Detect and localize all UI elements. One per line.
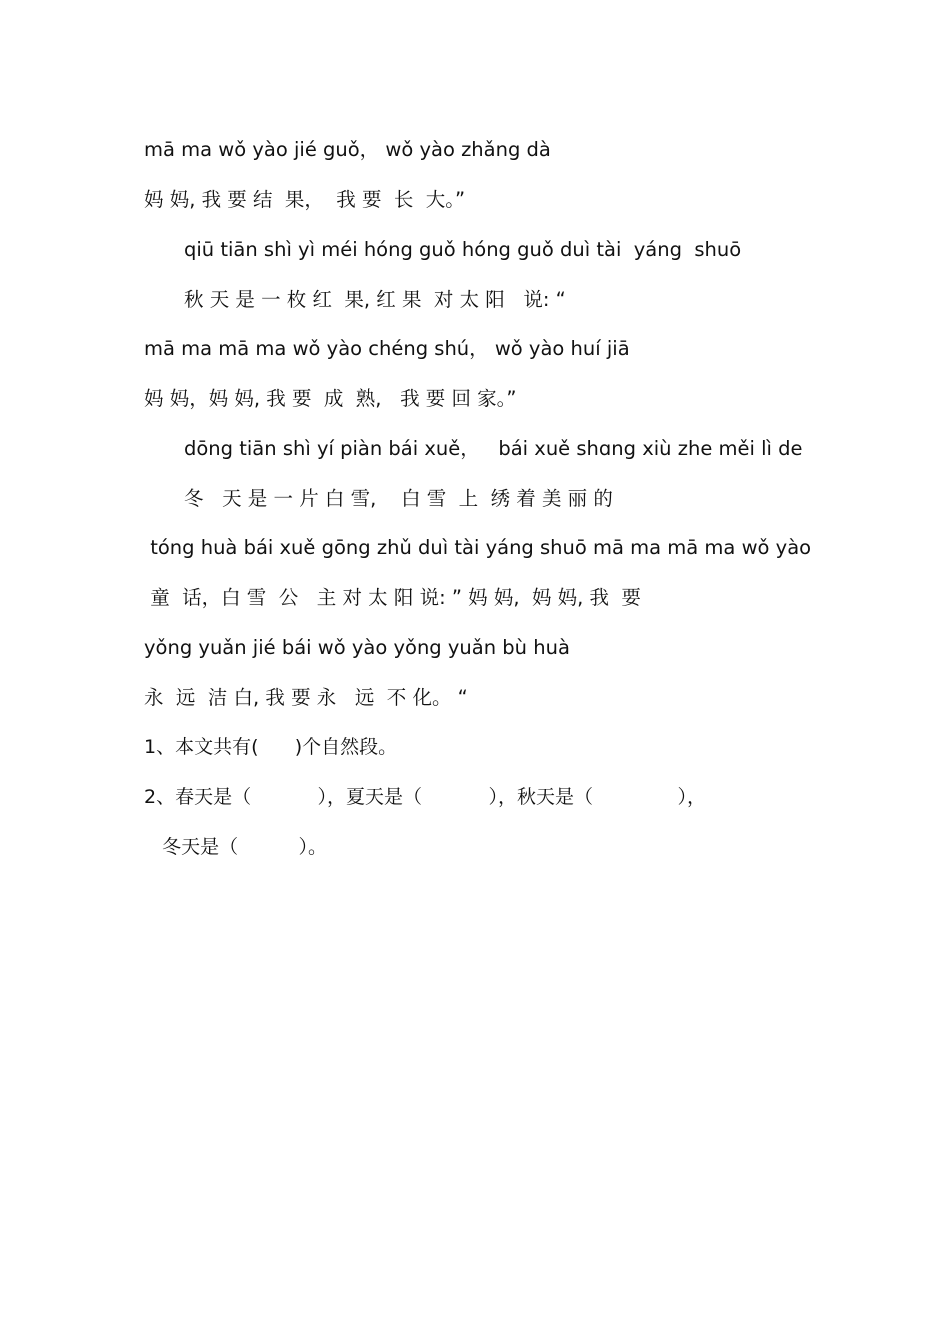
hanzi-line: 永 远 洁 白, 我 要 永 远 不 化。 “ [144,686,468,709]
question-2-continuation: 冬天是（ ）。 [144,836,328,858]
pinyin-line: yǒng yuǎn jié bái wǒ yào yǒng yuǎn bù huà [144,636,570,659]
pinyin-line: dōng tiān shì yí piàn bái xuě， bái xuě shɑng xiù zhe měi lì de [184,437,803,460]
hanzi-line: 冬 天 是 一 片 白 雪, 白 雪 上 绣 着 美 丽 的 [184,487,613,510]
hanzi-line: 童 话，白 雪 公 主 对 太 阳 说: ” 妈 妈, 妈 妈, 我 要 [144,586,641,609]
hanzi-line: 妈 妈, 我 要 结 果， 我 要 长 大。” [144,188,466,211]
pinyin-line: mā ma mā ma wǒ yào chéng shú， wǒ yào huí jiā [144,337,630,360]
pinyin-line: tóng huà bái xuě gōng zhǔ duì tài yáng shuō mā ma mā ma wǒ yào [144,536,812,559]
pinyin-line: qiū tiān shì yì méi hóng guǒ hóng guǒ duì tài yáng shuō [184,238,742,261]
pinyin-line: mā ma wǒ yào jié guǒ， wǒ yào zhǎng dà [144,138,551,161]
hanzi-line: 妈 妈，妈 妈, 我 要 成 熟, 我 要 回 家。” [144,387,517,410]
question-2: 2、春天是（ ），夏天是（ ），秋天是（ ）， [144,786,707,808]
hanzi-line: 秋 天 是 一 枚 红 果, 红 果 对 太 阳 说: “ [184,288,566,311]
question-1: 1、本文共有( )个自然段。 [144,736,398,758]
